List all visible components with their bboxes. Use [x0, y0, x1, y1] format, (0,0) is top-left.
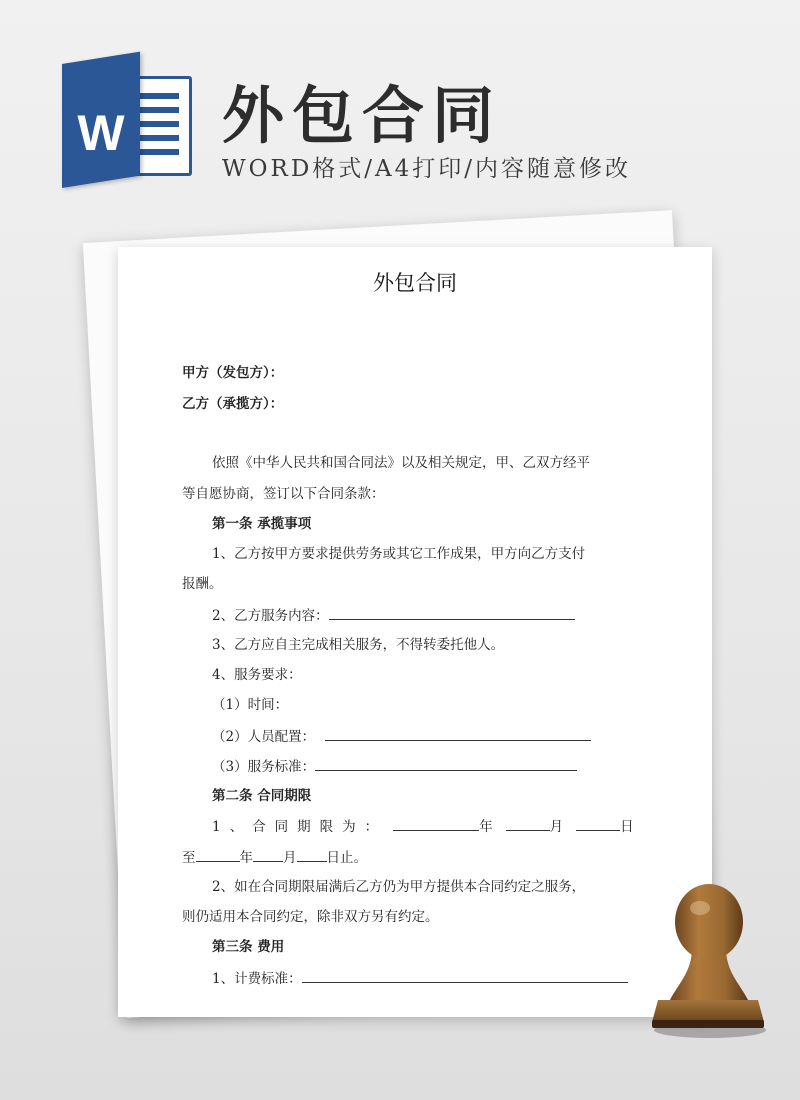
staffing-field	[212, 727, 682, 746]
party-a-label: 甲方（发包方）：	[182, 365, 284, 381]
document-page	[118, 247, 712, 1017]
month-label: 月	[549, 819, 565, 835]
fee-standard-blank[interactable]	[302, 969, 628, 983]
article-2-item-2: 2、如在合同期限届满后乙方仍为甲方提供本合同约定之服务，	[212, 879, 586, 895]
fee-standard-label: 1、计费标准：	[212, 971, 302, 987]
rubber-stamp-icon	[640, 872, 780, 1042]
intro-line-2: 等自愿协商，签订以下合同条款：	[182, 486, 385, 502]
contract-term-end	[182, 848, 652, 867]
article-1-item-1-cont: 报酬。	[182, 576, 223, 592]
service-standard-label: （3）服务标准：	[212, 759, 316, 775]
start-day-blank[interactable]	[576, 817, 620, 831]
intro-line-1: 依照《中华人民共和国合同法》以及相关规定，甲、乙双方经平	[212, 455, 590, 471]
start-year-blank[interactable]	[393, 817, 479, 831]
party-b-label: 乙方（承揽方）：	[182, 396, 284, 412]
start-month-blank[interactable]	[506, 817, 550, 831]
article-1-title: 第一条 承揽事项	[212, 516, 312, 532]
staffing-blank[interactable]	[325, 727, 591, 741]
article-3-title: 第三条 费用	[212, 939, 285, 955]
to-label: 至	[182, 850, 196, 866]
service-content-blank[interactable]	[329, 606, 575, 620]
end-day-blank[interactable]	[297, 848, 327, 862]
day-label: 日	[620, 819, 635, 835]
end-month-label: 月	[283, 850, 297, 866]
banner-title: 外包合同	[222, 79, 503, 152]
article-1-item-3: 3、乙方应自主完成相关服务，不得转委托他人。	[212, 637, 505, 653]
document-title: 外包合同	[373, 271, 457, 295]
service-content-label: 2、乙方服务内容：	[212, 608, 329, 624]
contract-term-start	[212, 817, 682, 836]
end-month-blank[interactable]	[253, 848, 283, 862]
article-2-item-2-cont: 则仍适用本合同约定，除非双方另有约定。	[182, 909, 439, 925]
word-logo-icon	[62, 64, 192, 188]
service-standard-blank[interactable]	[315, 757, 577, 771]
end-year-blank[interactable]	[196, 848, 240, 862]
service-standard-field	[212, 757, 682, 776]
year-label: 年	[479, 819, 494, 835]
banner-subtitle: WORD格式/A4打印/内容随意修改	[222, 156, 631, 182]
fee-standard-field	[212, 969, 682, 988]
end-day-label: 日止。	[326, 850, 367, 866]
article-1-item-4: 4、服务要求：	[212, 667, 302, 683]
contract-term-label: 1、合同期限为：	[212, 819, 388, 835]
article-1-item-1: 1、乙方按甲方要求提供劳务或其它工作成果，甲方向乙方支付	[212, 546, 586, 562]
end-year-label: 年	[239, 850, 253, 866]
word-badge-letter: W	[77, 105, 125, 161]
service-content-field	[212, 606, 682, 625]
staffing-label: （2）人员配置：	[212, 729, 316, 745]
requirement-time: （1）时间：	[212, 697, 289, 713]
article-2-title: 第二条 合同期限	[212, 788, 312, 804]
